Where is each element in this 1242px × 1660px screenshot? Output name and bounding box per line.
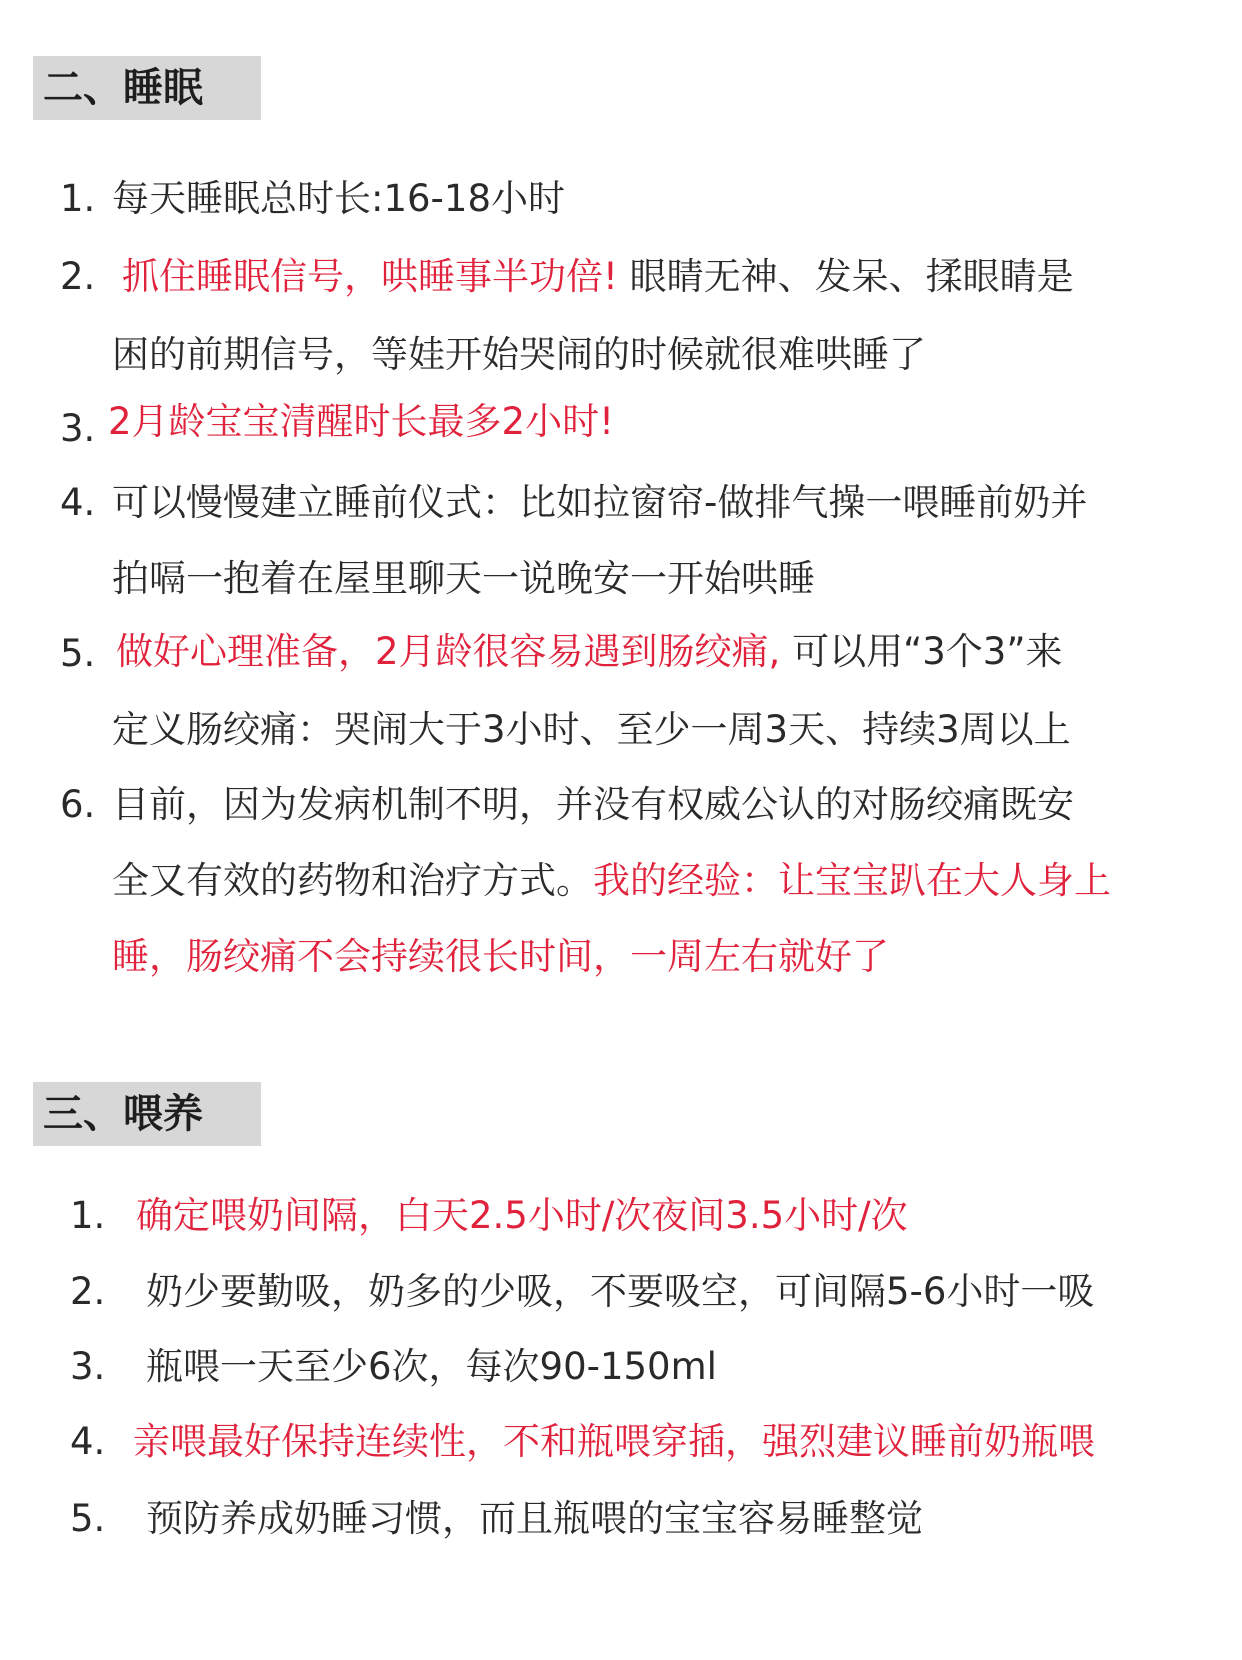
sleep-item-6-line-2 [112,859,1111,903]
feeding-item-5-line-1 [146,1497,923,1541]
feeding-item-4-highlight: 亲喂最好保持连续性，不和瓶喂穿插，强烈建议睡前奶瓶喂 [133,1420,1095,1463]
feeding-item-number: 3. [70,1345,106,1388]
sleep-item-6-line-1 [112,783,1074,827]
sleep-item-1-line-1 [112,177,565,221]
sleep-item-2-line-1 [122,255,1074,299]
feeding-item-number: 1. [70,1194,106,1237]
feeding-item-5-text: 预防养成奶睡习惯，而且瓶喂的宝宝容易睡整觉 [146,1497,923,1540]
sleep-item-5-highlight: 做好心理准备，2月龄很容易遇到肠绞痛, [116,630,781,673]
sleep-item-4-text: 可以慢慢建立睡前仪式：比如拉窗帘-做排气操一喂睡前奶并 [112,481,1088,524]
feeding-item-3-text: 瓶喂一天至少6次，每次90-150ml [146,1345,717,1388]
sleep-item-number: 5. [60,632,96,675]
sleep-item-6-highlight: 睡，肠绞痛不会持续很长时间，一周左右就好了 [112,935,889,978]
sleep-item-2-text: 困的前期信号，等娃开始哭闹的时候就很难哄睡了 [112,333,926,376]
feeding-item-2-line-1 [146,1270,1094,1314]
sleep-item-number: 3. [60,407,96,450]
feeding-item-number: 5. [70,1497,106,1540]
sleep-item-number: 4. [60,481,96,524]
sleep-item-5-line-1 [116,630,1063,674]
feeding-item-2-text: 奶少要勤吸，奶多的少吸，不要吸空，可间隔5-6小时一吸 [146,1270,1095,1313]
feeding-item-3-line-1 [146,1345,717,1389]
sleep-item-number: 2. [60,255,96,298]
sleep-item-number: 6. [60,783,96,826]
sleep-item-3-line-1 [108,400,614,444]
sleep-item-number: 1. [60,177,96,220]
sleep-item-4-line-1 [112,481,1087,525]
sleep-item-6-highlight: 我的经验：让宝宝趴在大人身上 [593,859,1111,902]
sleep-item-4-text: 拍嗝一抱着在屋里聊天一说晚安一开始哄睡 [112,557,815,600]
feeding-item-number: 2. [70,1270,106,1313]
sleep-item-2-line-2 [112,333,926,377]
sleep-item-2-highlight: 抓住睡眠信号，哄睡事半功倍! [122,255,618,298]
sleep-item-5-text: 可以用“3个3”来 [780,630,1063,673]
sleep-item-4-line-2 [112,557,815,601]
sleep-item-6-text: 全又有效的药物和治疗方式。 [112,859,593,902]
sleep-item-6-text: 目前，因为发病机制不明，并没有权威公认的对肠绞痛既安 [112,783,1074,826]
sleep-item-3-highlight: 2月龄宝宝清醒时长最多2小时! [108,400,614,443]
feeding-item-1-highlight: 确定喂奶间隔，白天2.5小时/次夜间3.5小时/次 [136,1194,908,1237]
sleep-item-2-text: 眼睛无神、发呆、揉眼睛是 [617,255,1074,298]
section-heading-feeding: 三、喂养 [33,1082,261,1146]
feeding-item-number: 4. [70,1420,106,1463]
sleep-item-5-line-2 [112,708,1071,752]
sleep-item-5-text: 定义肠绞痛：哭闹大于3小时、至少一周3天、持续3周以上 [112,708,1071,751]
sleep-item-1-text: 每天睡眠总时长:16-18小时 [112,177,565,220]
section-heading-sleep: 二、睡眠 [33,56,261,120]
feeding-item-4-line-1 [133,1420,1095,1464]
feeding-item-1-line-1 [136,1194,908,1238]
sleep-item-6-line-3 [112,935,889,979]
